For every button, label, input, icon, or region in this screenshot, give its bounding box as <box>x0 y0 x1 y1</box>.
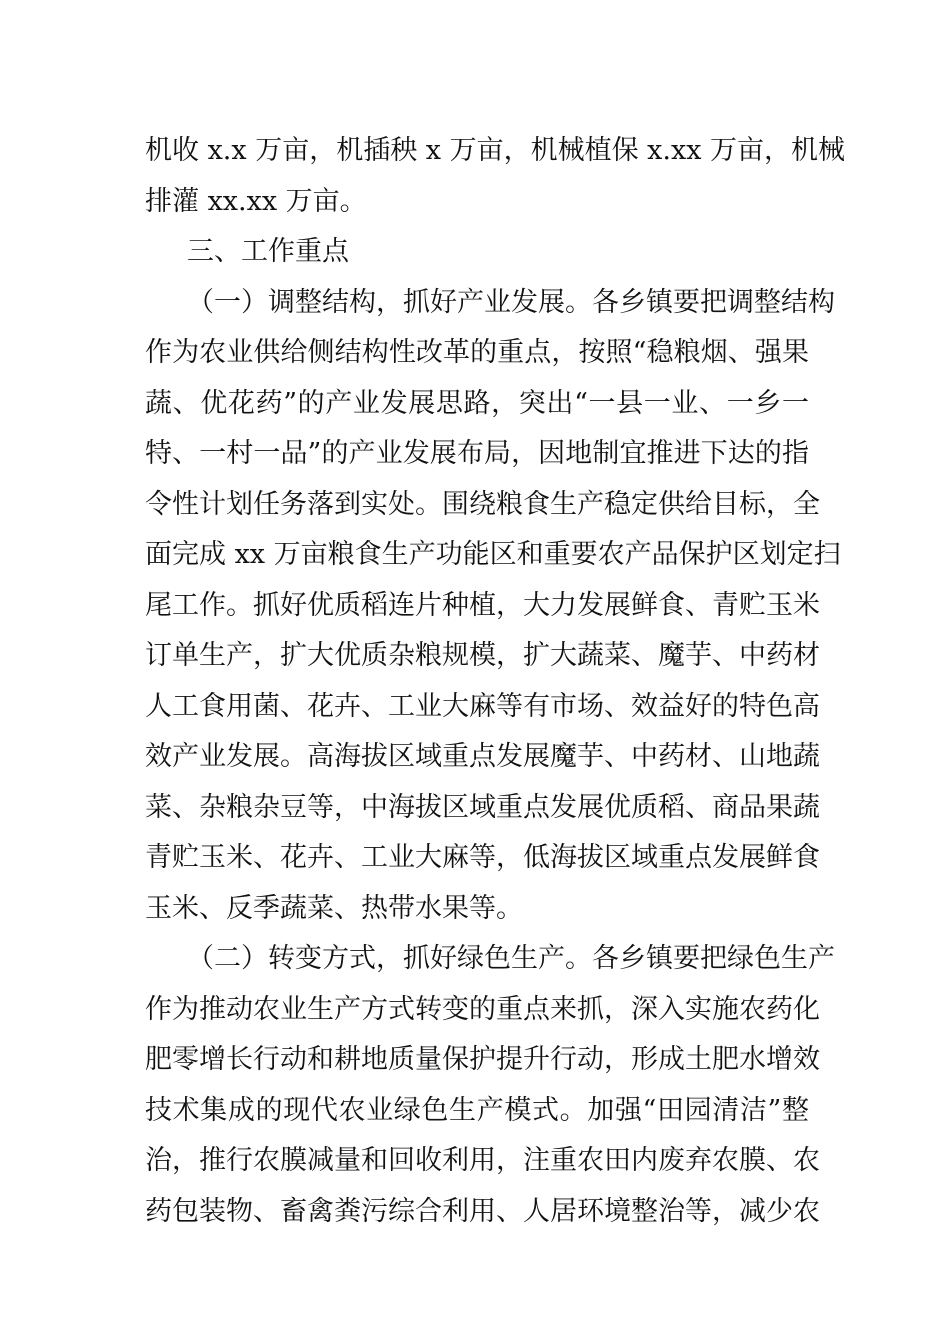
paragraph-line: 排灌 xx.xx 万亩。 <box>145 185 367 217</box>
paragraph-line: 技术集成的现代农业绿色生产模式。加强“田园清洁”整 <box>145 1094 809 1126</box>
paragraph-line: 机收 x.x 万亩，机插秧 x 万亩，机械植保 x.xx 万亩，机械 <box>145 135 846 166</box>
paragraph-line: 作为推动农业生产方式转变的重点来抓，深入实施农药化 <box>145 993 820 1025</box>
paragraph-line: 效产业发展。高海拔区域重点发展魔芋、中药材、山地蔬 <box>145 741 820 772</box>
paragraph-line: 菜、杂粮杂豆等，中海拔区域重点发展优质稻、商品果蔬 <box>145 791 820 823</box>
paragraph-line: 特、一村一品”的产业发展布局，因地制宜推进下达的指 <box>145 438 809 469</box>
paragraph-line: 尾工作。抓好优质稻连片种植，大力发展鲜食、青贮玉米 <box>145 589 820 621</box>
paragraph-line: （一）调整结构，抓好产业发展。各乡镇要把调整结构 <box>187 286 835 318</box>
paragraph-line: 青贮玉米、花卉、工业大麻等，低海拔区域重点发展鲜食 <box>145 842 820 873</box>
paragraph-line: 药包装物、畜禽粪污综合利用、人居环境整治等，减少农 <box>145 1195 820 1227</box>
paragraph-line: 蔬、优花药”的产业发展思路，突出“一县一业、一乡一 <box>145 387 809 419</box>
document-body <box>145 126 846 1237</box>
paragraph-line: 作为农业供给侧结构性改革的重点，按照“稳粮烟、强果 <box>145 337 809 368</box>
paragraph-line: 令性计划任务落到实处。围绕粮食生产稳定供给目标，全 <box>145 488 820 520</box>
paragraph-line: 订单生产，扩大优质杂粮规模，扩大蔬菜、魔芋、中药材 <box>145 640 820 671</box>
paragraph-line: 玉米、反季蔬菜、热带水果等。 <box>145 892 523 924</box>
paragraph-line: 肥零增长行动和耕地质量保护提升行动，形成土肥水增效 <box>145 1044 820 1075</box>
paragraph-line: （二）转变方式，抓好绿色生产。各乡镇要把绿色生产 <box>187 943 835 974</box>
paragraph-line: 人工食用菌、花卉、工业大麻等有市场、效益好的特色高 <box>145 690 820 722</box>
paragraph-line: 面完成 xx 万亩粮食生产功能区和重要农产品保护区划定扫 <box>145 539 841 570</box>
section-heading: 三、工作重点 <box>187 236 349 267</box>
paragraph-line: 治，推行农膜减量和回收利用，注重农田内废弃农膜、农 <box>145 1145 820 1176</box>
